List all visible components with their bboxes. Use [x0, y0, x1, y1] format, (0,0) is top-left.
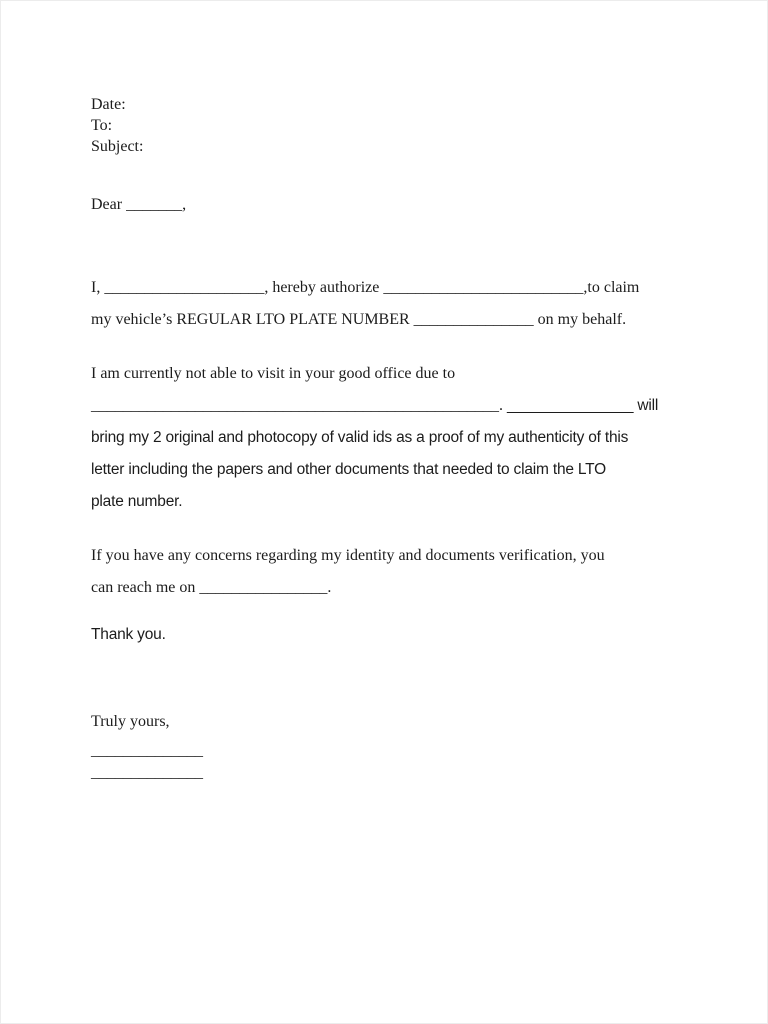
- signature-line-2: ______________: [91, 764, 203, 781]
- contact-blank: ________________: [199, 579, 328, 596]
- authorization-line-2: [91, 304, 681, 336]
- reason-line-2: [91, 390, 681, 422]
- reason-line-5: plate number.: [91, 493, 183, 510]
- p1-seg2: , hereby authorize: [264, 279, 384, 296]
- contact-line-2: [91, 572, 681, 604]
- thank-you: Thank you.: [91, 626, 166, 643]
- salutation-name-blank: _______: [126, 196, 183, 213]
- reason-blank: ___________________________________________________.: [91, 397, 507, 414]
- authorizer-name-blank: ____________________: [104, 279, 265, 296]
- reason-line-3: bring my 2 original and photocopy of valid ids as a proof of my authenticity of this: [91, 429, 629, 446]
- person-blank-will: _______________ will: [507, 397, 659, 414]
- p3-seg1: can reach me on: [91, 579, 200, 596]
- date-label: Date:: [91, 96, 126, 113]
- letter-header: [91, 94, 681, 157]
- salutation-suffix: ,: [182, 196, 187, 213]
- signature-line-1: ______________: [91, 742, 203, 759]
- subject-label: Subject:: [91, 138, 144, 155]
- closing: Truly yours,: [91, 713, 170, 730]
- authorization-line-1: [91, 272, 681, 304]
- p1-seg4: my vehicle’s REGULAR LTO PLATE NUMBER: [91, 311, 414, 328]
- reason-line-1: I am currently not able to visit in your good office due to: [91, 365, 456, 382]
- p3-seg2: .: [327, 579, 332, 596]
- p1-seg1: I,: [91, 279, 105, 296]
- salutation-prefix: Dear: [91, 196, 127, 213]
- salutation: [91, 194, 681, 215]
- plate-number-blank: _______________: [413, 311, 534, 328]
- paragraph-authorization: [91, 272, 681, 336]
- paragraph-reason: [91, 358, 681, 518]
- p1-seg3: ,to claim: [583, 279, 640, 296]
- p1-seg5: on my behalf.: [533, 311, 627, 328]
- contact-line-1: If you have any concerns regarding my identity and documents verification, you: [91, 547, 605, 564]
- representative-name-blank: _________________________: [383, 279, 584, 296]
- signature-block: [91, 740, 681, 784]
- reason-line-4: letter including the papers and other documents that needed to claim the LTO: [91, 461, 607, 478]
- paragraph-contact: [91, 540, 681, 604]
- to-label: To:: [91, 117, 113, 134]
